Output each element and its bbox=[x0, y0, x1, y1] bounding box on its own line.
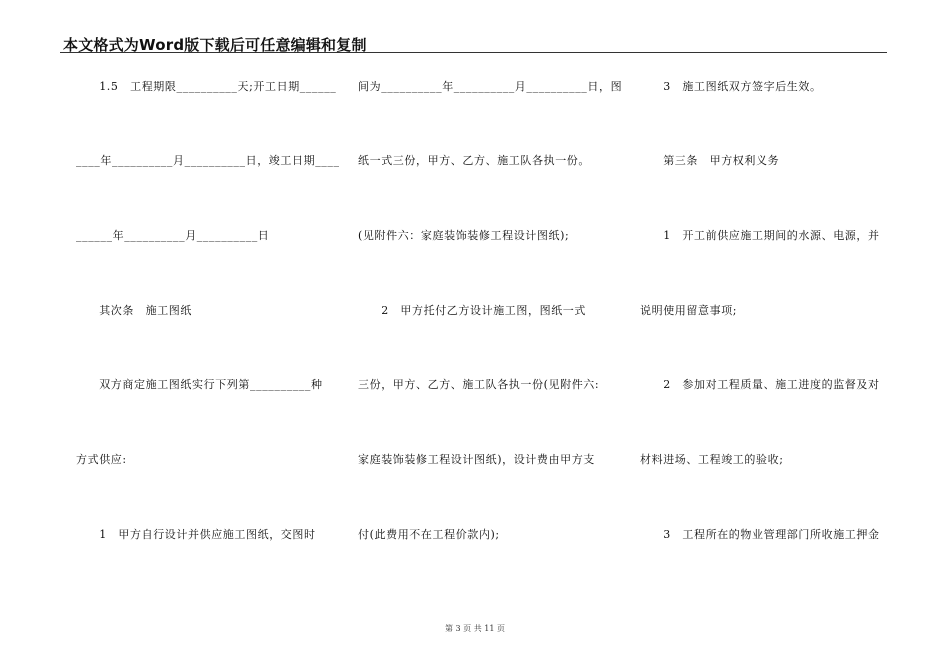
text-line: ______年__________月__________日 bbox=[76, 229, 270, 242]
text-column-middle bbox=[358, 0, 623, 672]
text-line: 三份，甲方、乙方、施工队各执一份(见附件六: bbox=[358, 378, 600, 391]
text-line: ____年__________月__________日，竣工日期____ bbox=[76, 154, 340, 167]
text-line: 1 开工前供应施工期间的水源、电源，并 bbox=[640, 229, 880, 242]
text-line: 1.5 工程期限__________天;开工日期______ bbox=[76, 80, 337, 93]
text-line: 间为__________年__________月__________日，图 bbox=[358, 80, 623, 93]
section-heading: 其次条 施工图纸 bbox=[76, 304, 192, 317]
text-line: 付(此费用不在工程价款内); bbox=[358, 528, 500, 541]
text-line: 2 甲方托付乙方设计施工图，图纸一式 bbox=[358, 304, 586, 317]
text-column-left bbox=[76, 0, 340, 672]
text-line: 方式供应: bbox=[76, 453, 127, 466]
text-line: 材料进场、工程竣工的验收; bbox=[640, 453, 784, 466]
text-line: 1 甲方自行设计并供应施工图纸，交图时 bbox=[76, 528, 316, 541]
page-header-title: 本文格式为Word版下载后可任意编辑和复制 bbox=[63, 36, 367, 54]
section-heading: 第三条 甲方权利义务 bbox=[640, 154, 780, 167]
text-line: 家庭装饰装修工程设计图纸)，设计费由甲方支 bbox=[358, 453, 595, 466]
text-line: 2 参加对工程质量、施工进度的监督及对 bbox=[640, 378, 880, 391]
text-line: 双方商定施工图纸实行下列第__________种 bbox=[76, 378, 323, 391]
text-column-right bbox=[640, 0, 890, 672]
text-line: 纸一式三份，甲方、乙方、施工队各执一份。 bbox=[358, 154, 590, 167]
text-line: 说明使用留意事项; bbox=[640, 304, 738, 317]
page-number-footer: 第 3 页 共 11 页 bbox=[445, 624, 505, 633]
text-line: (见附件六：家庭装饰装修工程设计图纸); bbox=[358, 229, 570, 242]
text-line: 3 施工图纸双方签字后生效。 bbox=[640, 80, 822, 93]
text-line: 3 工程所在的物业管理部门所收施工押金 bbox=[640, 528, 880, 541]
